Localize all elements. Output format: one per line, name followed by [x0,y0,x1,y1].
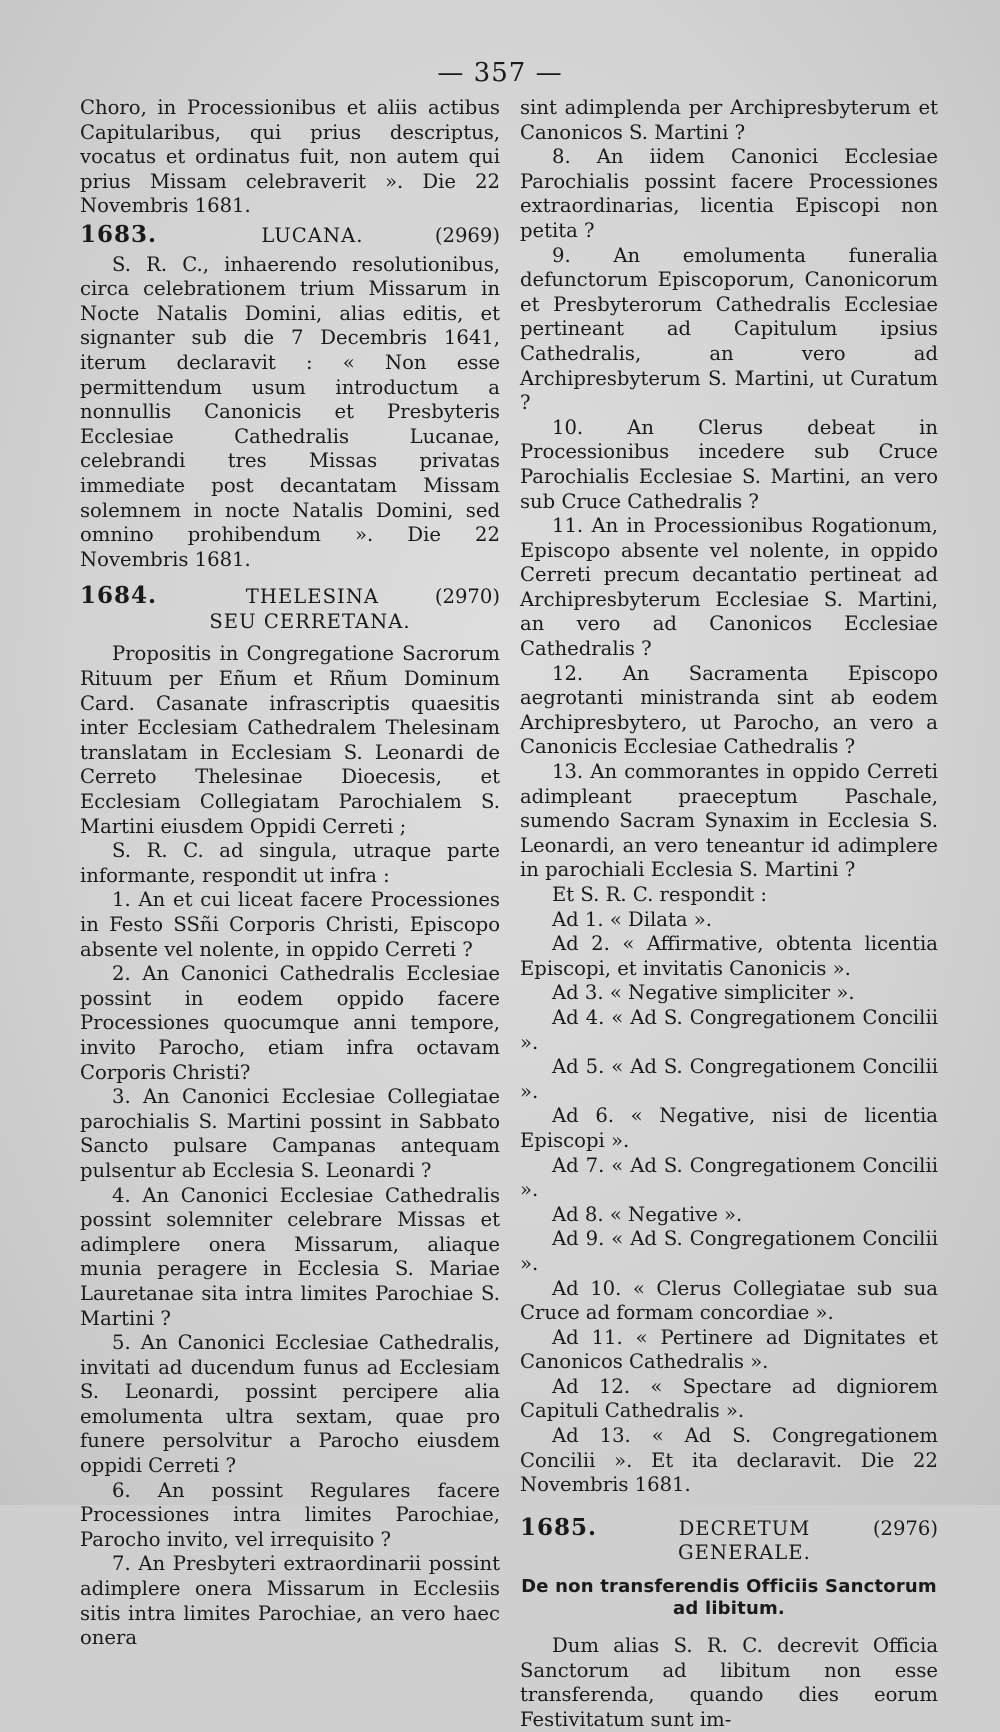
question-12: 12. An Sacramenta Episcopo aegrotanti ministranda sint ab eodem Archipresbytero, ut Parocho, an vero a Canonicis Ecclesiae Cathedralis ? [520,661,938,759]
question-1: 1. An et cui liceat facere Processiones in Festo SSñi Corporis Christi, Episcopo absente vel nolente, in oppido Cerreti ? [80,888,500,961]
decree-number: 1684. [80,582,158,610]
answer-8: Ad 8. « Negative ». [552,1202,743,1226]
decree-1683-heading [80,220,500,249]
answer-12: Ad 12. « Spectare ad digniorem Capituli Cathedralis ». [520,1374,938,1423]
question-6: 6. An possint Regulares facere Processiones intra limites Parochiae, Parocho invito, vel irrequisito ? [80,1478,500,1551]
question-10: 10. An Clerus debeat in Processionibus incedere sub Cruce Parochialis Ecclesiae S. Martini, an vero sub Cruce Cathedralis ? [520,415,938,513]
question-8: 8. An iidem Canonici Ecclesiae Parochialis possint facere Processiones extraordinarias, licentia Episcopi non petita ? [520,145,938,242]
answer-3: Ad 3. « Negative simpliciter ». [552,981,855,1005]
decree-1684-heading [80,584,500,610]
decree-1683-text: S. R. C., inhaerendo resolutionibus, circa celebrationem trium Missarum in Nocte Natalis Domini, alias editis, et signanter sub die 7 Decembris 1641, iterum declaravit : « Non esse permittendum usum introductum a nonnullis Canonicis et Presbyteris Ecclesiae Cathedralis Lucanae, celebrandi tres Missas privatas immediate post decantatam Missam solemnem in nocte Natalis Domini, sed omnino prohibendum ». Die 22 Novembris 1681. [80,252,500,571]
question-9: 9. An emolumenta funeralia defunctorum Episcoporum, Canonicorum et Presbyterorum Cathedralis Ecclesiae pertineant ad Capitulum ipsius Cathedralis, an vero ad Archipresbyterum S. Martini, ut Curatum ? [520,243,938,415]
answer-10: Ad 10. « Clerus Collegiatae sub sua Cruce ad formam concordiae ». [520,1276,938,1325]
decree-reference: (2976) [872,1516,938,1540]
decree-title: LUCANA. [261,223,364,247]
answer-1: Ad 1. « Dilata ». [552,907,712,931]
question-7: 7. An Presbyteri extraordinarii possint adimplere onera Missarum in Ecclesiis sitis intra limites Parochiae, an vero haec onera [80,1552,500,1650]
question-5: 5. An Canonici Ecclesiae Cathedralis, invitati ad ducendum funus ad Ecclesiam S. Leonardi, possint percipere alia emolumenta ultra sextam, quae pro funere persolvitur a Parocho eiusdem oppidi Cerreti ? [80,1331,500,1478]
decree-1684-respondit: S. R. C. ad singula, utraque parte informante, respondit ut infra : [80,839,500,887]
decree-number: 1685. [520,1513,598,1541]
question-11: 11. An in Processionibus Rogationum, Episcopo absente vel nolente, in oppido Cerreti precum decantatio pertineat ad Archipresbyterum Ecclesiae S. Martini, an vero ad Canonicos Ecclesiae Cathedralis ? [520,514,938,661]
question-4: 4. An Canonici Ecclesiae Cathedralis possint solemniter celebrare Missas et adimplere onera Missarum, aliaque munia peragere in Ecclesia S. Mariae Lauretanae sita intra limites Parochiae S. Martini ? [80,1183,500,1330]
answer-5: Ad 5. « Ad S. Congregationem Concilii ». [520,1055,938,1103]
page-number: — 357 — [437,58,563,88]
responses-intro: Et S. R. C. respondit : [552,883,768,906]
paragraph-choro: Choro, in Processionibus et aliis actibus Capitularibus, qui prius descriptus, vocatus et ordinatus fuit, non autem qui prius Missam celebraverit ». Die 22 Novembris 1681. [80,96,500,218]
answer-11: Ad 11. « Pertinere ad Dignitates et Canonicos Cathedralis ». [520,1325,938,1374]
decree-1684-intro: Propositis in Congregatione Sacrorum Rituum per Eñum et Rñum Dominum Card. Casanate infrascriptis quaesitis inter Ecclesiam Cathedralem Thelesinam translatam in Ecclesiam S. Leonardi de Cerreto Thelesinae Dioecesis, et Ecclesiam Collegiatam Parochialem S. Martini eiusdem Oppidi Cerreti ; [80,642,500,838]
decree-title-line2: SEU CERRETANA. [209,609,411,633]
answer-4: Ad 4. « Ad S. Congregationem Concilii ». [520,1005,938,1054]
answer-13: Ad 13. « Ad S. Congregationem Concilii ». Et ita declaravit. Die 22 Novembris 1681. [520,1424,938,1497]
decree-1685-subtitle: De non transferendis Officiis Sanctorum ad libitum. [521,1576,937,1620]
question-7-continued: sint adimplenda per Archipresbyterum et Canonicos S. Martini ? [520,96,938,144]
answer-2: Ad 2. « Affirmative, obtenta licentia Episcopi, et invitatis Canonicis ». [520,932,938,980]
right-column [520,96,938,1732]
left-column [80,96,500,1651]
answer-6: Ad 6. « Negative, nisi de licentia Episcopi ». [520,1104,938,1152]
question-13: 13. An commorantes in oppido Cerreti adimpleant praeceptum Paschale, sumendo Sacram Synaxim in Ecclesia S. Leonardi, an vero teneantur id adimplere in parochiali Ecclesia S. Martini ? [520,760,938,882]
answer-7: Ad 7. « Ad S. Congregationem Concilii ». [520,1153,938,1202]
question-2: 2. An Canonici Cathedralis Ecclesiae possint in eodem oppido facere Processiones quocumque anni tempore, invito Parocho, etiam infra octavam Corporis Christi? [80,962,500,1084]
answer-9: Ad 9. « Ad S. Congregationem Concilii ». [520,1227,938,1275]
decree-1685-text: Dum alias S. R. C. decrevit Officia Sanctorum ad libitum non esse transferenda, quando dies eorum Festivitatum sunt im- [520,1634,938,1731]
decree-reference: (2969) [434,223,500,247]
decree-title: DECRETUM GENERALE. [677,1516,811,1565]
decree-number: 1683. [80,220,158,248]
decree-reference: (2970) [434,585,500,609]
question-3: 3. An Canonici Ecclesiae Collegiatae parochialis S. Martini possint in Sabbato Sancto pulsare Campanas antequam pulsentur ab Ecclesia S. Leonardi ? [80,1085,500,1182]
decree-1685-heading [520,1513,938,1566]
decree-title: THELESINA [245,585,380,609]
